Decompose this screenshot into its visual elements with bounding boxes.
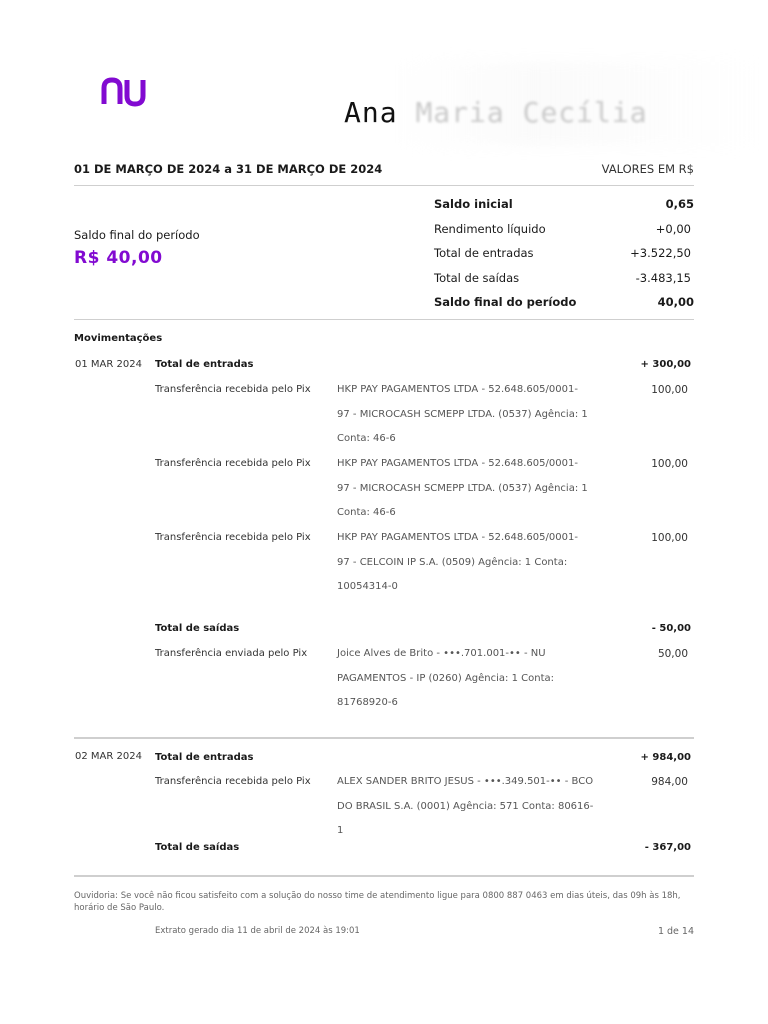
summary-row: Saldo final do período 40,00 [434,295,694,310]
transaction-amount: 50,00 [657,648,688,660]
summary-row: Rendimento líquido +0,00 [434,221,691,236]
generated-date: Extrato gerado dia 11 de abril de 2024 às 19:01 [155,926,360,936]
entries-title: Total de entradas [155,752,254,763]
movements-title: Movimentações [74,333,163,344]
final-balance-value: R$ 40,00 [74,248,163,268]
ombudsman-note: Ouvidoria: Se você não ficou satisfeito com a solução do nosso time de atendimento ligue para 0800 887 0463 em dias úteis, das 09h às 18h, horário de São Paulo. [74,891,681,913]
account-holder-name: Ana Maria Cecília [344,96,648,129]
nubank-logo [100,74,150,110]
transaction-type: Transferência enviada pelo Pix [155,648,308,659]
statement-period: 01 DE MARÇO DE 2024 a 31 DE MARÇO DE 2024 [74,162,383,176]
entries-total: + 984,00 [640,752,691,763]
summary-row: Total de entradas +3.522,50 [434,246,691,261]
transaction-type: Transferência recebida pelo Pix [155,532,311,543]
currency-note: VALORES EM R$ [601,162,694,176]
transaction-description: HKP PAY PAGAMENTOS LTDA - 52.648.605/0001- 97 - CELCOIN IP S.A. (0509) Agência: 1 Conta: 10054314-0 [337,532,578,592]
balance-summary [434,192,694,315]
transaction-description: HKP PAY PAGAMENTOS LTDA - 52.648.605/0001- 97 - MICROCASH SCMEPP LTDA. (0537) Agência: 1 Conta: 46-6 [337,384,588,444]
day-divider [74,737,694,739]
exits-total: - 367,00 [644,842,691,853]
transaction-type: Transferência recebida pelo Pix [155,776,311,787]
summary-row: Total de saídas -3.483,15 [434,270,691,285]
transaction-amount: 984,00 [651,776,688,788]
transaction-type: Transferência recebida pelo Pix [155,384,311,395]
summary-row: Saldo inicial 0,65 [434,197,694,212]
transaction-amount: 100,00 [651,458,688,470]
transaction-amount: 100,00 [651,532,688,544]
transaction-description: HKP PAY PAGAMENTOS LTDA - 52.648.605/0001- 97 - MICROCASH SCMEPP LTDA. (0537) Agência: 1 Conta: 46-6 [337,458,588,518]
day-date: 01 MAR 2024 [75,359,142,370]
divider [74,319,694,320]
exits-title: Total de saídas [155,623,240,634]
entries-title: Total de entradas [155,359,254,370]
page-number: 1 de 14 [657,926,694,937]
holder-name-blurred: Maria Cecília [415,96,648,129]
final-balance-label: Saldo final do período [74,228,200,242]
day-divider [74,875,694,877]
exits-total: - 50,00 [651,623,691,634]
day-date: 02 MAR 2024 [75,751,142,762]
entries-total: + 300,00 [640,359,691,370]
transaction-description: Joice Alves de Brito - •••.701.001-•• - NU PAGAMENTOS - IP (0260) Agência: 1 Conta: 81768920-6 [337,648,554,708]
divider [74,185,694,186]
transaction-amount: 100,00 [651,384,688,396]
transaction-description: ALEX SANDER BRITO JESUS - •••.349.501-•• - BCO DO BRASIL S.A. (0001) Agência: 571 Conta: 80616-1 [337,776,594,836]
transaction-type: Transferência recebida pelo Pix [155,458,311,469]
exits-title: Total de saídas [155,842,240,853]
